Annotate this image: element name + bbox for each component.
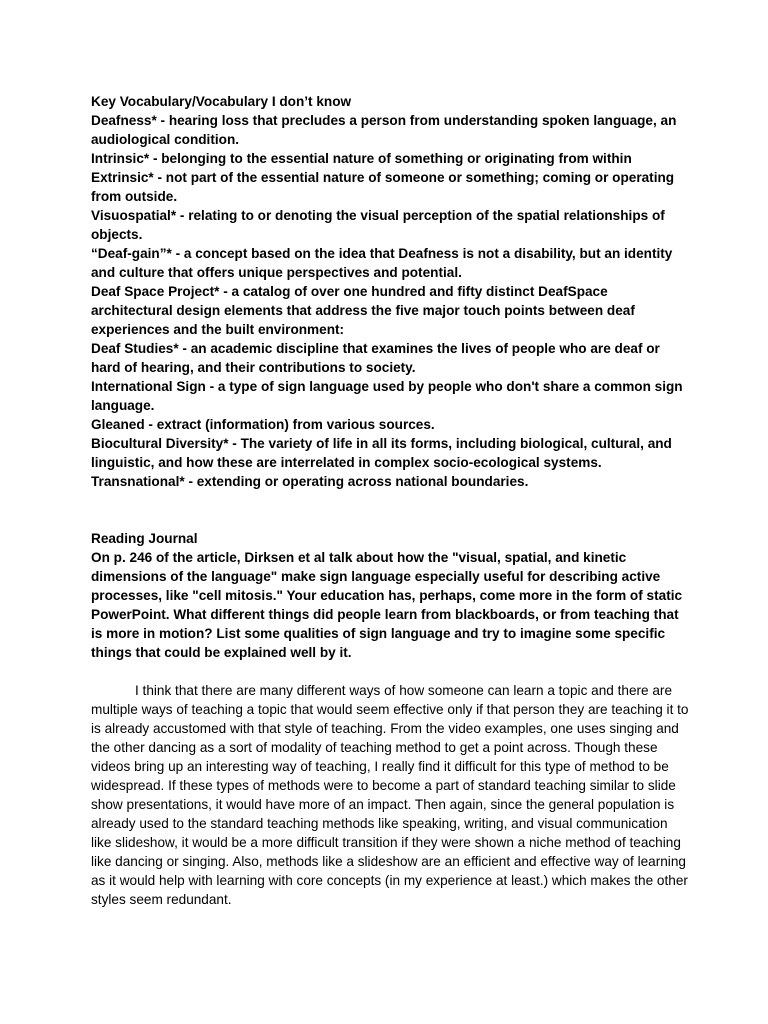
journal-prompt: On p. 246 of the article, Dirksen et al talk about how the "visual, spatial, and kinetic dimensions of the language" make sign language especially useful for describing active processes, like "cell mitosis." Your education has, perhaps, come more in the form of static PowerPoint. What different things did people learn from blackboards, or from teaching that is more in motion? List some qualities of sign language and try to imagine some specific things that could be explained well by it. bbox=[91, 550, 683, 660]
vocab-item-deaf-space-project: Deaf Space Project* - a catalog of over one hundred and fifty distinct DeafSpace architectural design elements that address the five major touch points between deaf experiences and the built environment: bbox=[91, 284, 635, 337]
section-spacer bbox=[91, 491, 691, 529]
vocab-item-deaf-studies: Deaf Studies* - an academic discipline that examines the lives of people who are deaf or hard of hearing, and their contributions to society. bbox=[91, 341, 660, 375]
vocab-item-deaf-gain: “Deaf-gain”* - a concept based on the idea that Deafness is not a disability, but an identity and culture that offers unique perspectives and potential. bbox=[91, 246, 673, 280]
vocab-item-extrinsic: Extrinsic* - not part of the essential nature of someone or something; coming or operating from outside. bbox=[91, 170, 675, 204]
vocab-item-visuospatial: Visuospatial* - relating to or denoting the visual perception of the spatial relationships of objects. bbox=[91, 208, 665, 242]
document-page bbox=[91, 92, 691, 909]
vocab-item-transnational: Transnational* - extending or operating across national boundaries. bbox=[91, 474, 529, 489]
vocab-item-deafness: Deafness* - hearing loss that precludes a person from understanding spoken language, an audiological condition. bbox=[91, 113, 677, 147]
vocab-list bbox=[91, 111, 691, 491]
paragraph-spacer bbox=[91, 662, 691, 681]
vocab-item-international-sign: International Sign - a type of sign language used by people who don't share a common sign language. bbox=[91, 379, 683, 413]
vocab-item-gleaned: Gleaned - extract (information) from various sources. bbox=[91, 417, 435, 432]
vocab-item-intrinsic: Intrinsic* - belonging to the essential nature of something or originating from within bbox=[91, 151, 632, 166]
journal-heading: Reading Journal bbox=[91, 531, 198, 546]
vocab-heading: Key Vocabulary/Vocabulary I don’t know bbox=[91, 94, 352, 109]
journal-response: I think that there are many different ways of how someone can learn a topic and there are multiple ways of teaching a topic that would seem effective only if that person they are teaching it to is already accustomed with that style of teaching. From the video examples, one uses singing and the other dancing as a sort of modality of teaching method to get a point across. Though these videos bring up an interesting way of teaching, I really find it difficult for this type of method to be widespread. If these types of methods were to become a part of standard teaching similar to slide show presentations, it would have more of an impact. Then again, since the general population is already used to the standard teaching methods like speaking, writing, and visual communication like slideshow, it would be a more difficult transition if they were shown a niche method of teaching like dancing or singing. Also, methods like a slideshow are an efficient and effective way of learning as it would help with learning with core concepts (in my experience at least.) which makes the other styles seem redundant. bbox=[91, 683, 689, 907]
vocab-item-biocultural-diversity: Biocultural Diversity* - The variety of life in all its forms, including biological, cultural, and linguistic, and how these are interrelated in complex socio-ecological systems. bbox=[91, 436, 672, 470]
